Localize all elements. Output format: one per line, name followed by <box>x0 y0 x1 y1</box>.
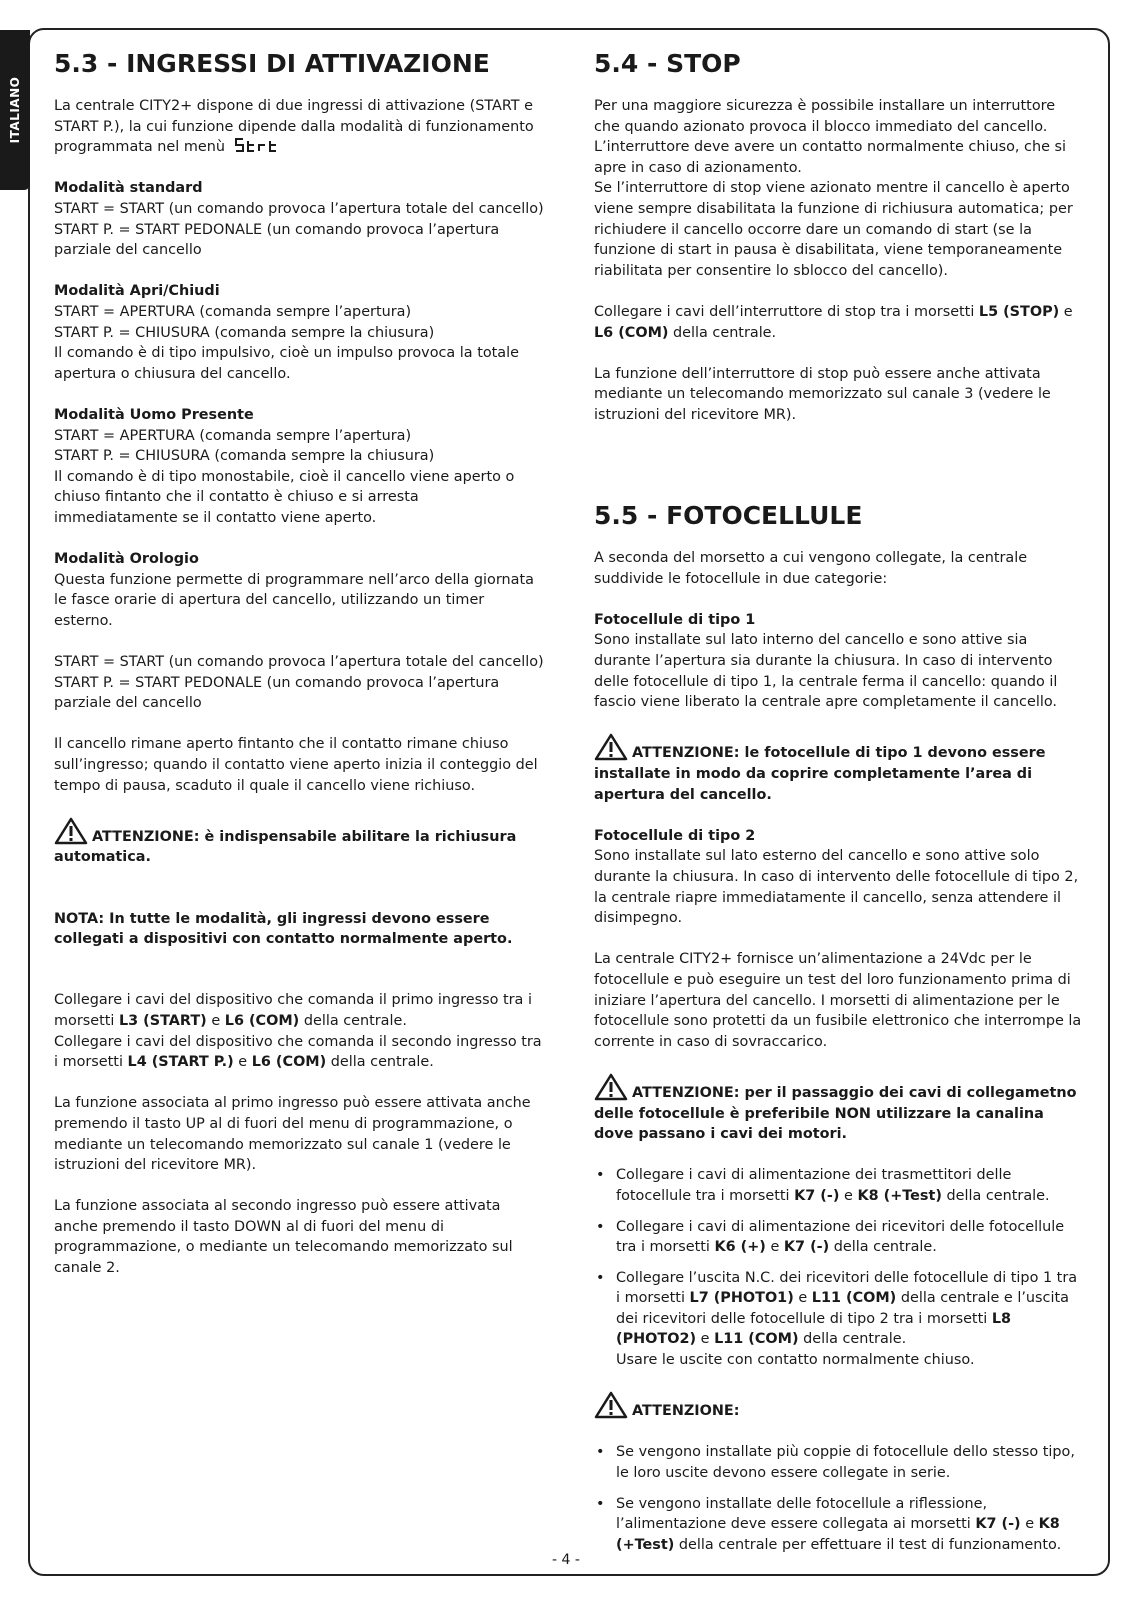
mode-uomo-presente: Modalità Uomo Presente START = APERTURA (comanda sempre l’apertura) START P. = CHIUSURA (comanda sempre la chiusura) Il comando è di tipo monostabile, cioè il cancello viene aperto o chiuso fintanto che il contatto è chiuso e si arresta immediatamente se il contatto viene aperto. <box>54 406 515 526</box>
warning-richiusura: ATTENZIONE: è indispensabile abilitare la richiusura automatica. <box>54 817 544 868</box>
list-item: • Se vengono installate più coppie di fotocellule dello stesso tipo, le loro uscite devono essere collegate in serie. <box>594 1442 1084 1483</box>
list-item: • Collegare i cavi di alimentazione dei ricevitori delle fotocellule tra i morsetti K6 (+) e K7 (-) della centrale. <box>594 1217 1084 1258</box>
nota-text: NOTA: In tutte le modalità, gli ingressi devono essere collegati a dispositivi con contatto normalmente aperto. <box>54 910 513 948</box>
foto-intro: A seconda del morsetto a cui vengono collegate, la centrale suddivide le fotocellule in due categorie: <box>594 550 1028 587</box>
language-tab <box>0 30 30 190</box>
fotocellule-tipo2: Fotocellule di tipo 2 Sono installate sul lato esterno del cancello e sono attive solo durante la chiusura. In caso di intervento delle fotocellule di tipo 2, la centrale riapre immediatamente il cancello, senza attendere il disimpegno. <box>594 827 1079 927</box>
right-column <box>594 46 1084 1576</box>
list-item: • Se vengono installate delle fotocellule a riflessione, l’alimentazione deve essere collegata ai morsetti K7 (-) e K8 (+Test) della centrale per effettuare il test di funzionamento. <box>594 1494 1084 1556</box>
notes-list <box>594 1442 1084 1555</box>
orologio-start: START = START (un comando provoca l’apertura totale del cancello) START P. = START PEDONALE (un comando provoca l’apertura parziale del cancello <box>54 654 544 712</box>
warning-tipo1: ATTENZIONE: le fotocellule di tipo 1 devono essere installate in modo da coprire completamente l’area di apertura del cancello. <box>594 733 1084 805</box>
alimentazione-text: La centrale CITY2+ fornisce un’alimentazione a 24Vdc per le fotocellule e può eseguire un test del loro funzionamento prima di iniziare l’apertura del cancello. I morsetti di alimentazione per le fotocellule sono protetti da un fusibile elettronico che interrompe la corrente in caso di sovraccarico. <box>594 951 1082 1050</box>
collegare-ingressi: Collegare i cavi del dispositivo che comanda il primo ingresso tra i morsetti L3 (START) e L6 (COM) della centrale. Collegare i cavi del dispositivo che comanda il secondo ingresso tra i morsetti L4 (START P.) e L6 (COM) della centrale. <box>54 992 542 1071</box>
down-function-text: La funzione associata al secondo ingresso può essere attivata anche premendo il tasto DOWN al di fuori del menu di programmazione, o mediante un telecomando memorizzato sul canale 2. <box>54 1198 513 1277</box>
mode-orologio: Modalità Orologio Questa funzione permette di programmare nell’arco della giornata le fasce orarie di apertura del cancello, utilizzando un timer esterno. <box>54 551 534 629</box>
section-title-activation: 5.3 - INGRESSI DI ATTIVAZIONE <box>54 49 490 78</box>
warning-attenzione: ATTENZIONE: <box>594 1391 1084 1422</box>
mode-standard: Modalità standard START = START (un comando provoca l’apertura totale del cancello) START P. = START PEDONALE (un comando provoca l’apertura parziale del cancello <box>54 180 544 259</box>
section-title-fotocellule: 5.5 - FOTOCELLULE <box>594 501 863 531</box>
mode-apri-chiudi: Modalità Apri/Chiudi START = APERTURA (comanda sempre l’apertura) START P. = CHIUSURA (comanda sempre la chiusura) Il comando è di tipo impulsivo, cioè un impulso provoca la totale apertura o chiusura del cancello. <box>54 283 519 382</box>
page-number: - 4 - <box>552 1552 580 1568</box>
language-label: ITALIANO <box>8 76 22 144</box>
warning-icon <box>594 1391 628 1419</box>
left-column <box>54 46 544 1299</box>
orologio-note: Il cancello rimane aperto fintanto che il contatto rimane chiuso sull’ingresso; quando il contatto viene aperto inizia il conteggio del tempo di pausa, scaduto il quale il cancello viene richiuso. <box>54 736 538 794</box>
stop-collegare: Collegare i cavi dell’interruttore di stop tra i morsetti L5 (STOP) e L6 (COM) della centrale. <box>594 303 1073 341</box>
segment-display-strt-icon <box>234 137 280 153</box>
section-title-stop: 5.4 - STOP <box>594 49 741 78</box>
warning-icon <box>54 817 88 845</box>
wiring-list <box>594 1165 1084 1370</box>
warning-icon <box>594 733 628 761</box>
list-item: • Collegare l’uscita N.C. dei ricevitori delle fotocellule di tipo 1 tra i morsetti L7 (PHOTO1) e L11 (COM) della centrale e l’uscita dei ricevitori delle fotocellule di tipo 2 tra i morsetti L8 (PHOTO2) e L11 (COM) della centrale. Usare le uscite con contatto normalmente chiuso. <box>594 1268 1084 1371</box>
warning-icon <box>594 1073 628 1101</box>
stop-text: Per una maggiore sicurezza è possibile installare un interruttore che quando azionato provoca il blocco immediato del cancello. L’interruttore deve avere un contatto normalmente chiuso, che si apre in caso di azionamento. Se l’interruttore di stop viene azionato mentre il cancello è aperto viene sempre disabilitata la funzione di richiusura automatica; per richiudere il cancello occorre dare un comando di start (se la funzione di start in pausa è disabilitata, viene temporaneamente riabilitata per consentire lo sblocco del cancello). <box>594 98 1073 279</box>
fotocellule-tipo1: Fotocellule di tipo 1 Sono installate sul lato interno del cancello e sono attive sia durante l’apertura sia durante la chiusura. In caso di intervento delle fotocellule di tipo 1, la centrale ferma il cancello: quando il fascio viene liberato la centrale apre completamente il cancello. <box>594 611 1058 711</box>
warning-canalina: ATTENZIONE: per il passaggio dei cavi di collegametno delle fotocellule è preferibile NON utilizzare la canalina dove passano i cavi dei motori. <box>594 1073 1084 1145</box>
intro-text: La centrale CITY2+ dispone di due ingressi di attivazione (START e START P.), la cui funzione dipende dalla modalità di funzionamento programmata nel menù <box>54 98 534 156</box>
stop-telecomando: La funzione dell’interruttore di stop può essere anche attivata mediante un telecomando memorizzato sul canale 3 (vedere le istruzioni del ricevitore MR). <box>594 365 1051 423</box>
list-item: • Collegare i cavi di alimentazione dei trasmettitori delle fotocellule tra i morsetti K7 (-) e K8 (+Test) della centrale. <box>594 1165 1084 1206</box>
up-function-text: La funzione associata al primo ingresso può essere attivata anche premendo il tasto UP al di fuori del menu di programmazione, o mediante un telecomando memorizzato sul canale 1 (vedere le istruzioni del ricevitore MR). <box>54 1095 531 1174</box>
